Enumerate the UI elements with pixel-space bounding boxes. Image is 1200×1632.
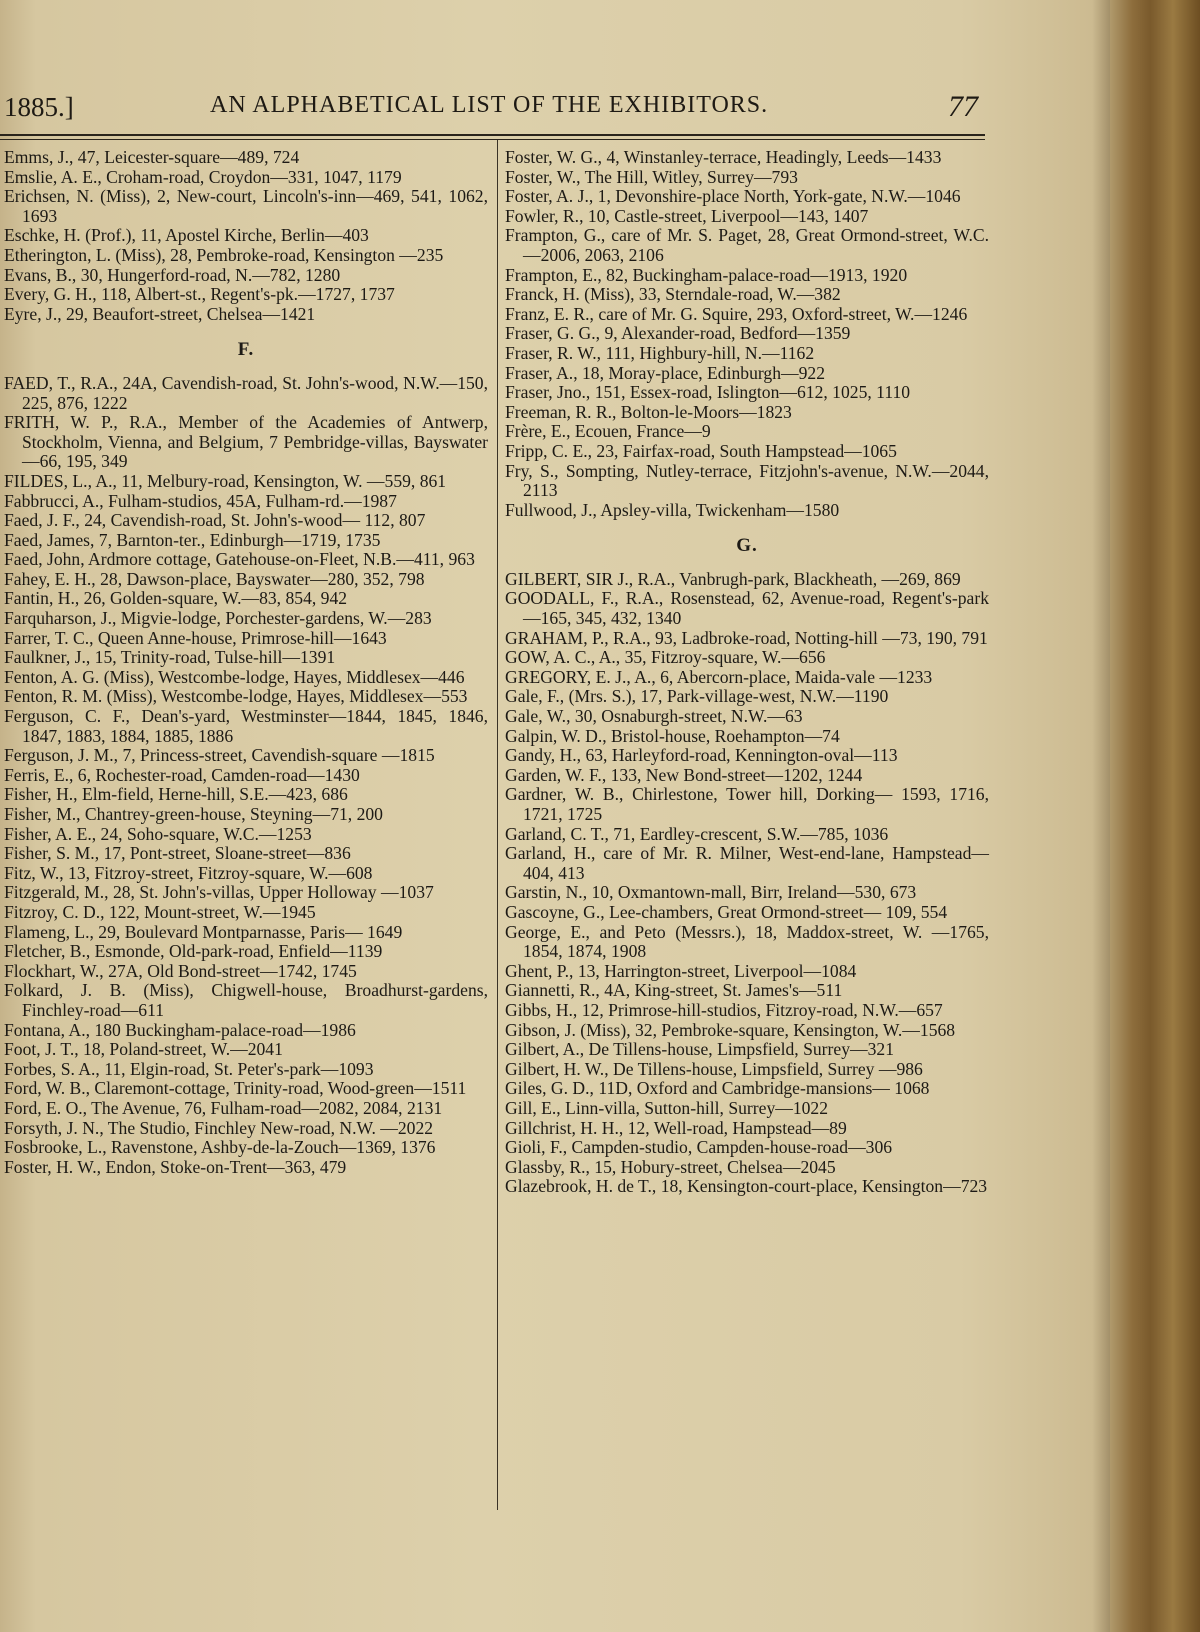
exhibitor-list-f [4,374,488,1177]
exhibitor-entry: GRAHAM, P., R.A., 93, Ladbroke-road, Notting-hill —73, 190, 791 [505,627,988,648]
exhibitor-entry: Gibson, J. (Miss), 32, Pembroke-square, Kensington, W.—1568 [505,1019,956,1040]
exhibitor-entry: GOW, A. C., A., 35, Fitzroy-square, W.—656 [505,647,826,668]
exhibitor-entry: Eyre, J., 29, Beaufort-street, Chelsea—1421 [4,303,316,324]
exhibitor-entry: Forbes, S. A., 11, Elgin-road, St. Peter's-park—1093 [4,1058,374,1079]
exhibitor-entry: Fitz, W., 13, Fitzroy-street, Fitzroy-square, W.—608 [4,862,373,883]
page-number: 77 [948,90,978,123]
exhibitor-entry: Flockhart, W., 27A, Old Bond-street—1742, 1745 [4,960,357,981]
exhibitor-entry: Fantin, H., 26, Golden-square, W.—83, 854, 942 [4,588,348,609]
exhibitor-list-g [505,570,989,1197]
exhibitor-entry: Fraser, G. G., 9, Alexander-road, Bedford—1359 [505,323,851,344]
exhibitor-entry: Gascoyne, G., Lee-chambers, Great Ormond-street— 109, 554 [505,901,948,922]
exhibitor-entry: Ferguson, J. M., 7, Princess-street, Cavendish-square —1815 [4,745,435,766]
exhibitor-entry: Fry, S., Sompting, Nutley-terrace, Fitzjohn's-avenue, N.W.—2044, 2113 [505,460,989,501]
exhibitor-entry: Gibbs, H., 12, Primrose-hill-studios, Fitzroy-road, N.W.—657 [505,999,943,1020]
running-header [0,92,1000,132]
exhibitor-entry: Gillchrist, H. H., 12, Well-road, Hampstead—89 [505,1117,847,1138]
page-gutter-shadow [1092,0,1112,1632]
exhibitor-entry: Fletcher, B., Esmonde, Old-park-road, Enfield—1139 [4,941,383,962]
section-heading-g: G. [736,535,758,557]
exhibitor-entry: Fullwood, J., Apsley-villa, Twickenham—1580 [505,499,840,520]
exhibitor-entry: Fenton, R. M. (Miss), Westcombe-lodge, Hayes, Middlesex—553 [4,686,468,707]
right-column [505,148,989,1197]
exhibitor-entry: Fontana, A., 180 Buckingham-palace-road—1986 [4,1019,356,1040]
exhibitor-entry: Fitzroy, C. D., 122, Mount-street, W.—1945 [4,901,316,922]
exhibitor-entry: Foster, A. J., 1, Devonshire-place North, York-gate, N.W.—1046 [505,186,961,207]
header-year: 1885.] [4,92,74,122]
exhibitor-entry: Gilbert, A., De Tillens-house, Limpsfield, Surrey—321 [505,1039,894,1060]
exhibitor-entry: Franck, H. (Miss), 33, Sterndale-road, W.—382 [505,284,841,305]
exhibitor-entry: Ghent, P., 13, Harrington-street, Liverpool—1084 [505,960,857,981]
exhibitor-entry: Gilbert, H. W., De Tillens-house, Limpsfield, Surrey —986 [505,1058,923,1079]
exhibitor-entry: Fripp, C. E., 23, Fairfax-road, South Hampstead—1065 [505,440,897,461]
exhibitor-list-f-continued [505,148,989,520]
exhibitor-entry: Garland, H., care of Mr. R. Milner, West-end-lane, Hampstead—404, 413 [505,843,989,883]
exhibitor-entry: Ford, W. B., Claremont-cottage, Trinity-road, Wood-green—1511 [4,1078,467,1099]
exhibitor-entry: Farrer, T. C., Queen Anne-house, Primrose-hill—1643 [4,627,387,648]
exhibitor-entry: Every, G. H., 118, Albert-st., Regent's-pk.—1727, 1737 [4,284,395,305]
exhibitor-entry: Foster, H. W., Endon, Stoke-on-Trent—363, 479 [4,1156,347,1177]
exhibitor-entry: Gale, F., (Mrs. S.), 17, Park-village-west, N.W.—1190 [505,686,889,707]
exhibitor-entry: Garland, C. T., 71, Eardley-crescent, S.W.—785, 1036 [505,823,889,844]
exhibitor-entry: Glazebrook, H. de T., 18, Kensington-court-place, Kensington—723 [505,1176,988,1197]
exhibitor-entry: Giles, G. D., 11D, Oxford and Cambridge-mansions— 1068 [505,1078,930,1099]
exhibitor-entry: Fowler, R., 10, Castle-street, Liverpool—143, 1407 [505,205,869,226]
exhibitor-entry: Faed, J. F., 24, Cavendish-road, St. John's-wood— 112, 807 [4,510,426,531]
exhibitor-entry: GOODALL, F., R.A., Rosenstead, 62, Avenue-road, Regent's-park—165, 345, 432, 1340 [505,588,989,629]
exhibitor-entry: Etherington, L. (Miss), 28, Pembroke-road, Kensington —235 [4,244,444,265]
exhibitor-entry: Ferguson, C. F., Dean's-yard, Westminster—1844, 1845, 1846, 1847, 1883, 1884, 1885, 1886 [4,706,488,746]
exhibitor-entry: FRITH, W. P., R.A., Member of the Academies of Antwerp, Stockholm, Vienna, and Belgium, 7 Pembridge-villas, Bayswater—66, 195, 349 [4,412,488,472]
exhibitor-entry: Foot, J. T., 18, Poland-street, W.—2041 [4,1039,283,1060]
exhibitor-entry: Fabbrucci, A., Fulham-studios, 45A, Fulham-rd.—1987 [4,490,397,511]
exhibitor-entry: Folkard, J. B. (Miss), Chigwell-house, Broadhurst-gardens, Finchley-road—611 [4,980,488,1020]
exhibitor-entry: Ferris, E., 6, Rochester-road, Camden-road—1430 [4,764,360,785]
exhibitor-entry: Fisher, H., Elm-field, Herne-hill, S.E.—423, 686 [4,784,348,805]
exhibitor-entry: Flameng, L., 29, Boulevard Montparnasse, Paris— 1649 [4,921,403,942]
header-title: AN ALPHABETICAL LIST OF THE EXHIBITORS. [210,92,769,118]
exhibitor-entry: Faed, John, Ardmore cottage, Gatehouse-on-Fleet, N.B.—411, 963 [4,549,475,570]
header-rule [0,134,985,136]
exhibitor-entry: Frère, E., Ecouen, France—9 [505,421,711,442]
exhibitor-entry: Faulkner, J., 15, Trinity-road, Tulse-hill—1391 [4,647,336,668]
exhibitor-entry: Gale, W., 30, Osnaburgh-street, N.W.—63 [505,706,803,727]
header-rule-thin [0,139,985,140]
exhibitor-entry: Foster, W., The Hill, Witley, Surrey—793 [505,166,798,187]
exhibitor-entry: Eschke, H. (Prof.), 11, Apostel Kirche, Berlin—403 [4,225,369,246]
left-column [4,148,488,1177]
exhibitor-entry: Fitzgerald, M., 28, St. John's-villas, Upper Holloway —1037 [4,882,434,903]
exhibitor-entry: Gill, E., Linn-villa, Sutton-hill, Surrey—1022 [505,1097,829,1118]
exhibitor-entry: Fahey, E. H., 28, Dawson-place, Bayswater—280, 352, 798 [4,568,425,589]
column-divider [497,140,498,1510]
exhibitor-entry: Gardner, W. B., Chirlestone, Tower hill, Dorking— 1593, 1716, 1721, 1725 [505,784,989,824]
exhibitor-entry: Fraser, A., 18, Moray-place, Edinburgh—922 [505,362,825,383]
exhibitor-entry: Freeman, R. R., Bolton-le-Moors—1823 [505,401,792,422]
exhibitor-entry: GREGORY, E. J., A., 6, Abercorn-place, Maida-vale —1233 [505,666,933,687]
exhibitor-entry: Forsyth, J. N., The Studio, Finchley New-road, N.W. —2022 [4,1117,434,1138]
exhibitor-entry: FILDES, L., A., 11, Melbury-road, Kensington, W. —559, 861 [4,470,447,491]
exhibitor-entry: Fraser, Jno., 151, Essex-road, Islington—612, 1025, 1110 [505,382,911,403]
exhibitor-entry: Franz, E. R., care of Mr. G. Squire, 293, Oxford-street, W.—1246 [505,303,968,324]
exhibitor-entry: Erichsen, N. (Miss), 2, New-court, Lincoln's-inn—469, 541, 1062, 1693 [4,186,488,226]
exhibitor-entry: Frampton, E., 82, Buckingham-palace-road—1913, 1920 [505,264,908,285]
exhibitor-list-e [4,148,488,324]
exhibitor-entry: Galpin, W. D., Bristol-house, Roehampton—74 [505,725,840,746]
exhibitor-entry: George, E., and Peto (Messrs.), 18, Maddox-street, W. —1765, 1854, 1874, 1908 [505,921,989,962]
section-heading-f: F. [237,339,255,361]
exhibitor-entry: Ford, E. O., The Avenue, 76, Fulham-road—2082, 2084, 2131 [4,1097,443,1118]
exhibitor-entry: Fisher, M., Chantrey-green-house, Steyning—71, 200 [4,804,383,824]
exhibitor-entry: Farquharson, J., Migvie-lodge, Porchester-gardens, W.—283 [4,608,432,629]
exhibitor-entry: Faed, James, 7, Barnton-ter., Edinburgh—1719, 1735 [4,529,381,550]
exhibitor-entry: GILBERT, SIR J., R.A., Vanbrugh-park, Blackheath, —269, 869 [505,568,961,589]
exhibitor-entry: Evans, B., 30, Hungerford-road, N.—782, 1280 [4,264,341,285]
exhibitor-entry: Fraser, R. W., 111, Highbury-hill, N.—1162 [505,342,815,363]
exhibitor-entry: Fosbrooke, L., Ravenstone, Ashby-de-la-Zouch—1369, 1376 [4,1137,436,1158]
exhibitor-entry: Foster, W. G., 4, Winstanley-terrace, Headingly, Leeds—1433 [505,147,942,167]
exhibitor-entry: FAED, T., R.A., 24A, Cavendish-road, St. John's-wood, N.W.—150, 225, 876, 1222 [4,372,488,413]
book-binding [1110,0,1200,1632]
exhibitor-entry: Glassby, R., 15, Hobury-street, Chelsea—2045 [505,1156,836,1177]
exhibitor-entry: Garstin, N., 10, Oxmantown-mall, Birr, Ireland—530, 673 [505,882,917,903]
exhibitor-entry: Fisher, S. M., 17, Pont-street, Sloane-street—836 [4,843,351,864]
exhibitor-entry: Emms, J., 47, Leicester-square—489, 724 [4,147,300,167]
exhibitor-entry: Garden, W. F., 133, New Bond-street—1202, 1244 [505,764,863,785]
exhibitor-entry: Gioli, F., Campden-studio, Campden-house-road—306 [505,1137,893,1158]
exhibitor-entry: Frampton, G., care of Mr. S. Paget, 28, Great Ormond-street, W.C.—2006, 2063, 2106 [505,225,989,265]
exhibitor-entry: Giannetti, R., 4A, King-street, St. James's—511 [505,980,843,1001]
exhibitor-entry: Gandy, H., 63, Harleyford-road, Kennington-oval—113 [505,745,898,766]
exhibitor-entry: Fisher, A. E., 24, Soho-square, W.C.—1253 [4,823,312,844]
exhibitor-entry: Fenton, A. G. (Miss), Westcombe-lodge, Hayes, Middlesex—446 [4,666,465,687]
exhibitor-entry: Emslie, A. E., Croham-road, Croydon—331, 1047, 1179 [4,166,402,187]
